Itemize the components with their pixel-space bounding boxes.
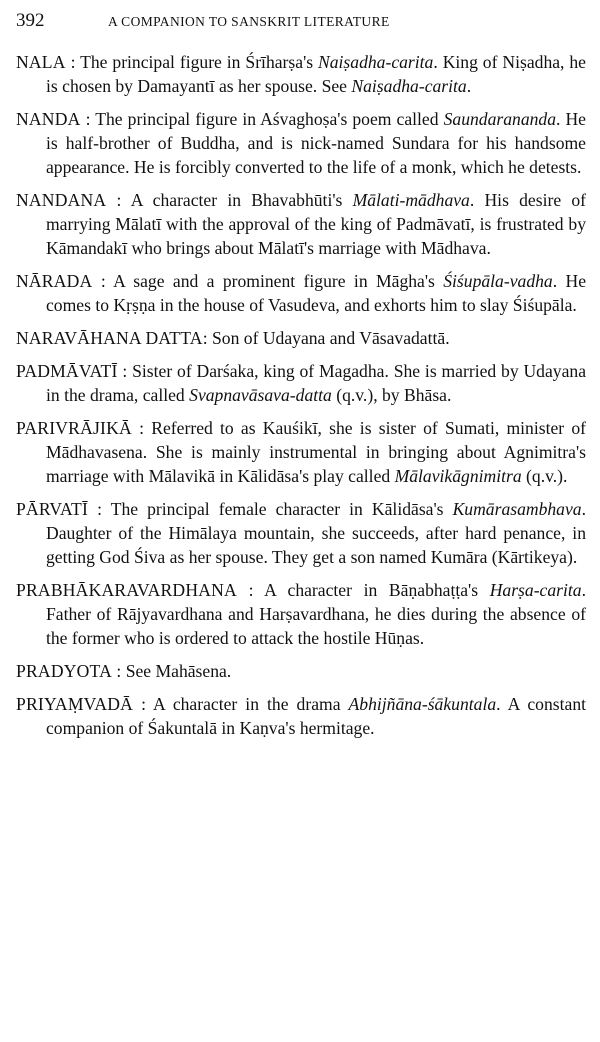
glossary-entry bbox=[16, 359, 586, 407]
entry-headword: NANDA bbox=[16, 109, 81, 129]
glossary-entry bbox=[16, 578, 586, 650]
entry-separator: : bbox=[236, 580, 265, 600]
entry-headword: PĀRVATĪ bbox=[16, 499, 89, 519]
entry-italic-title: Śiśupāla-vadha bbox=[443, 271, 553, 291]
entry-italic-title: Harṣa-carita bbox=[489, 580, 582, 600]
entry-italic-title: Naiṣadha-carita bbox=[318, 52, 434, 72]
entry-text: . Daughter of the Himālaya mountain, she succeeds, after hard penance, in getting God Śiva as her spouse. They get a son named Kumāra (Kārtikeya). bbox=[46, 499, 586, 567]
entry-text: (q.v.). bbox=[521, 466, 568, 486]
entry-separator: : bbox=[117, 361, 133, 381]
glossary-entry bbox=[16, 497, 586, 569]
entry-italic-title: Saundarananda bbox=[443, 109, 557, 129]
glossary-entry bbox=[16, 107, 586, 179]
glossary-entry bbox=[16, 416, 586, 488]
entry-headword: PRADYOTA bbox=[16, 661, 112, 681]
entry-text: See Mahāsena. bbox=[125, 661, 232, 681]
entry-text: . He is half-brother of Buddha, and is nick-named Sundara for his handsome appearance. He is forcibly converted to the life of a monk, which he detests. bbox=[46, 109, 586, 177]
entry-headword: PRABHĀKARAVARDHANA bbox=[16, 580, 237, 600]
entry-text: Referred to as Kauśikī, she is sister of Sumati, minister of Mādhavasena. She is mainly instrumental in bringing about Agnimitra's marriage with Mālavikā in Kālidāsa's play called bbox=[46, 418, 586, 486]
entry-italic-title: Naiṣadha-carita bbox=[351, 76, 467, 96]
entry-italic-title: Mālati-mādhava bbox=[352, 190, 470, 210]
entry-text: . bbox=[466, 76, 472, 96]
entry-text: . King of Niṣadha, he is chosen by Damayantī as her spouse. See bbox=[46, 52, 586, 96]
entry-headword: NALA bbox=[16, 52, 66, 72]
entry-separator: : bbox=[88, 499, 111, 519]
entry-headword: PADMĀVATĪ bbox=[16, 361, 118, 381]
entry-text: A character in the drama bbox=[153, 694, 349, 714]
entry-separator: : bbox=[92, 271, 114, 291]
entry-text: The principal female character in Kālidāsa's bbox=[110, 499, 453, 519]
glossary-entry bbox=[16, 326, 586, 350]
entry-separator: : bbox=[133, 694, 154, 714]
entry-separator: : bbox=[112, 661, 126, 681]
entry-text: (q.v.), by Bhāsa. bbox=[331, 385, 452, 405]
glossary-entry bbox=[16, 269, 586, 317]
glossary-entry bbox=[16, 188, 586, 260]
entry-separator: : bbox=[65, 52, 81, 72]
entry-headword: PRIYAṂVADĀ bbox=[16, 694, 134, 714]
page-number: 392 bbox=[16, 10, 45, 31]
glossary-entry bbox=[16, 692, 586, 740]
entry-headword: NĀRADA bbox=[16, 271, 93, 291]
entry-italic-title: Abhijñāna-śākuntala bbox=[348, 694, 497, 714]
entry-separator: : bbox=[202, 328, 212, 348]
glossary-entries bbox=[16, 50, 586, 740]
running-title: A COMPANION TO SANSKRIT LITERATURE bbox=[108, 14, 390, 29]
page-header bbox=[16, 10, 586, 50]
entry-text: Sister of Darśaka, king of Magadha. She is married by Udayana in the drama, called bbox=[46, 361, 587, 405]
glossary-entry bbox=[16, 659, 586, 683]
entry-italic-title: Mālavikāgnimitra bbox=[394, 466, 522, 486]
entry-text: . Father of Rājyavardhana and Harṣavardhana, he dies during the absence of the former who is ordered to attack the hostile Hūṇas. bbox=[46, 580, 586, 648]
entry-text: . A constant companion of Śakuntalā in Kaṇva's hermitage. bbox=[46, 694, 587, 738]
entry-text: The principal figure in Aśvaghoṣa's poem called bbox=[95, 109, 444, 129]
entry-text: A sage and a prominent figure in Māgha's bbox=[113, 271, 444, 291]
entry-headword: NARAVĀHANA DATTA bbox=[16, 328, 203, 348]
entry-headword: PARIVRĀJIKĀ bbox=[16, 418, 132, 438]
glossary-entry bbox=[16, 50, 586, 98]
entry-italic-title: Svapnavāsava-datta bbox=[189, 385, 332, 405]
entry-separator: : bbox=[106, 190, 131, 210]
entry-separator: : bbox=[80, 109, 96, 129]
entry-headword: NANDANA bbox=[16, 190, 107, 210]
entry-separator: : bbox=[131, 418, 152, 438]
entry-text: . He comes to Kṛṣṇa in the house of Vasudeva, and exhorts him to slay Śiśupāla. bbox=[46, 271, 587, 315]
entry-text: The principal figure in Śrīharṣa's bbox=[80, 52, 319, 72]
entry-italic-title: Kumārasambhava bbox=[452, 499, 582, 519]
entry-text: Son of Udayana and Vāsavadattā. bbox=[212, 328, 450, 348]
entry-text: . His desire of marrying Mālatī with the approval of the king of Padmāvatī, is frustrated by Kāmandakī who brings about Mālatī's marriage with Mādhava. bbox=[46, 190, 587, 258]
entry-text: A character in Bhavabhūti's bbox=[130, 190, 353, 210]
entry-text: A character in Bāṇabhaṭṭa's bbox=[264, 580, 490, 600]
